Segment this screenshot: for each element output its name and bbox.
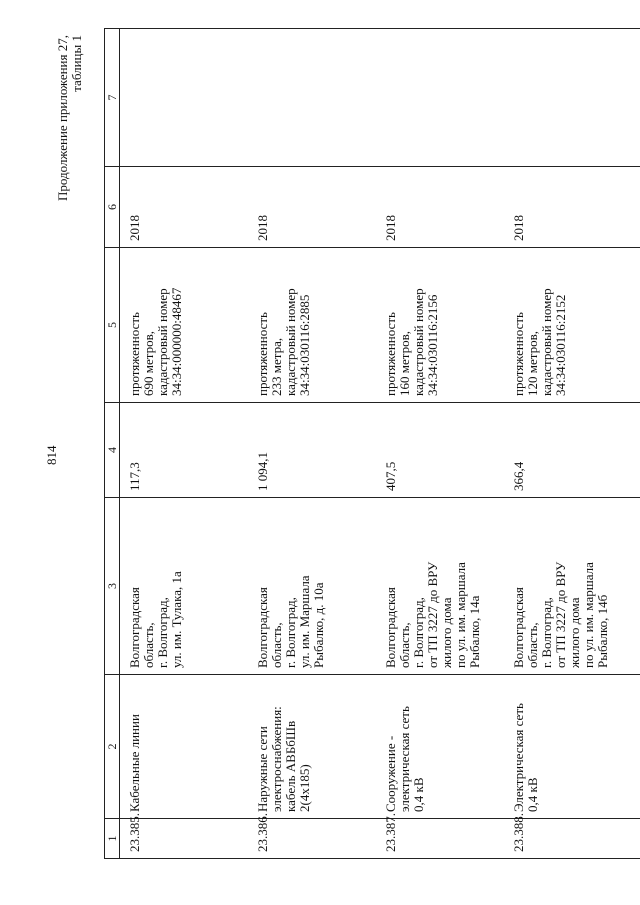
object-year: 2018 xyxy=(248,167,376,248)
object-description: протяженность 160 метров, кадастровый номер 34:34:030116:2156 xyxy=(376,248,504,403)
column-header-7: 7 xyxy=(105,29,120,167)
column-header-4: 4 xyxy=(105,403,120,498)
object-address: Волгоградская область, г. Волгоград, от ТП 3227 до ВРУ жилого дома по ул. им. маршала Рыбалко, 14б xyxy=(504,498,640,675)
object-address: Волгоградская область, г. Волгоград, от ТП 3227 до ВРУ жилого дома по ул. им. маршала Рыбалко, 14а xyxy=(376,498,504,675)
data-table xyxy=(104,28,640,859)
column-header-2: 2 xyxy=(105,675,120,819)
object-name: Кабельные линии xyxy=(120,675,249,819)
table-row xyxy=(120,29,249,859)
object-note xyxy=(504,29,640,167)
object-address: Волгоградская область, г. Волгоград, ул. им. Маршала Рыбалко, д. 10а xyxy=(248,498,376,675)
column-header-6: 6 xyxy=(105,167,120,248)
table-row xyxy=(248,29,376,859)
row-number: 23.387. xyxy=(376,819,504,859)
column-header-5: 5 xyxy=(105,248,120,403)
object-value: 117,3 xyxy=(120,403,249,498)
page-number: 814 xyxy=(44,445,59,465)
object-year: 2018 xyxy=(504,167,640,248)
object-address: Волгоградская область, г. Волгоград, ул. им. Тулака, 1а xyxy=(120,498,249,675)
object-description: протяженность 690 метров, кадастровый номер 34:34:000000:48467 xyxy=(120,248,249,403)
header-row xyxy=(105,29,120,859)
row-number: 23.385. xyxy=(120,819,249,859)
row-number: 23.388. xyxy=(504,819,640,859)
object-note xyxy=(248,29,376,167)
object-description: протяженность 233 метра, кадастровый номер 34:34:030116:2885 xyxy=(248,248,376,403)
object-year: 2018 xyxy=(120,167,249,248)
column-header-1: 1 xyxy=(105,819,120,859)
object-value: 407,5 xyxy=(376,403,504,498)
object-note xyxy=(376,29,504,167)
column-header-3: 3 xyxy=(105,498,120,675)
object-name: Наружные сети электроснабжения: кабель АВБбШв 2(4х185) xyxy=(248,675,376,819)
continuation-note: Продолжение приложения 27, таблицы 1 xyxy=(55,35,84,202)
object-value: 366,4 xyxy=(504,403,640,498)
object-value: 1 094,1 xyxy=(248,403,376,498)
object-year: 2018 xyxy=(376,167,504,248)
object-description: протяженность 120 метров, кадастровый номер 34:34:030116:2152 xyxy=(504,248,640,403)
object-note xyxy=(120,29,249,167)
object-name: Электрическая сеть 0,4 кВ xyxy=(504,675,640,819)
table-row xyxy=(504,29,640,859)
row-number: 23.386. xyxy=(248,819,376,859)
object-name: Сооружение - электрическая сеть 0,4 кВ xyxy=(376,675,504,819)
table-row xyxy=(376,29,504,859)
